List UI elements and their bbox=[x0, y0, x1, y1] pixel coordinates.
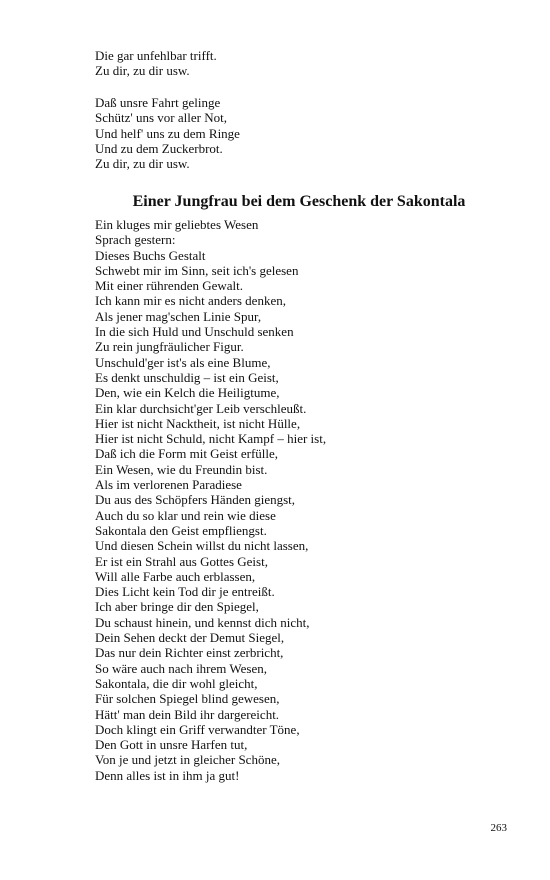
verse-line: Und helf' uns zu dem Ringe bbox=[95, 125, 240, 141]
verse-line: Du schaust hinein, und kennst dich nicht, bbox=[95, 614, 310, 630]
verse-line: Als jener mag'schen Linie Spur, bbox=[95, 308, 262, 324]
verse-line: Zu dir, zu dir usw. bbox=[95, 63, 190, 79]
verse-line: Sakontala, die dir wohl gleicht, bbox=[95, 675, 258, 691]
verse-line: Schwebt mir im Sinn, seit ich's gelesen bbox=[95, 262, 299, 278]
verse-line: Den Gott in unsre Harfen tut, bbox=[95, 737, 248, 753]
verse-line: Ein kluges mir geliebtes Wesen bbox=[95, 217, 259, 232]
verse-line: Ich kann mir es nicht anders denken, bbox=[95, 293, 286, 309]
verse-line: In die sich Huld und Unschuld senken bbox=[95, 324, 294, 340]
verse-line: Daß ich die Form mit Geist erfülle, bbox=[95, 446, 279, 462]
verse-line: Und diesen Schein willst du nicht lassen, bbox=[95, 538, 309, 554]
poem-body bbox=[95, 217, 515, 783]
verse-line: Unschuld'ger ist's als eine Blume, bbox=[95, 354, 271, 370]
verse-line: Schütz' uns vor aller Not, bbox=[95, 110, 227, 126]
verse-line: Dein Sehen deckt der Demut Siegel, bbox=[95, 630, 285, 646]
verse-line: Und zu dem Zuckerbrot. bbox=[95, 140, 223, 156]
previous-poem-stanza-2 bbox=[95, 95, 515, 171]
verse-line: Hätt' man dein Bild ihr dargereicht. bbox=[95, 706, 280, 722]
verse-line: Dies Licht kein Tod dir je entreißt. bbox=[95, 584, 275, 600]
verse-line: Von je und jetzt in gleicher Schöne, bbox=[95, 752, 280, 768]
verse-line: So wäre auch nach ihrem Wesen, bbox=[95, 660, 267, 676]
verse-line: Es denkt unschuldig – ist ein Geist, bbox=[95, 369, 279, 385]
page-number: 263 bbox=[490, 822, 507, 834]
poem-title: Einer Jungfrau bei dem Geschenk der Sakontala bbox=[132, 193, 466, 210]
verse-line: Ich aber bringe dir den Spiegel, bbox=[95, 599, 259, 615]
verse-line: Für solchen Spiegel blind gewesen, bbox=[95, 691, 280, 707]
verse-line: Den, wie ein Kelch die Heiligtume, bbox=[95, 385, 280, 401]
verse-line: Auch du so klar und rein wie diese bbox=[95, 507, 276, 523]
verse-line: Als im verlorenen Paradiese bbox=[95, 477, 242, 493]
verse-line: Hier ist nicht Nacktheit, ist nicht Hülle, bbox=[95, 415, 301, 431]
verse-line: Zu rein jungfräulicher Figur. bbox=[95, 339, 244, 355]
verse-line: Sprach gestern: bbox=[95, 232, 176, 248]
verse-line: Doch klingt ein Griff verwandter Töne, bbox=[95, 721, 300, 737]
verse-line: Die gar unfehlbar trifft. bbox=[95, 48, 217, 63]
verse-line: Mit einer rührenden Gewalt. bbox=[95, 278, 244, 294]
verse-line: Ein klar durchsicht'ger Leib verschleußt. bbox=[95, 400, 307, 416]
verse-line: Daß unsre Fahrt gelinge bbox=[95, 95, 221, 110]
verse-line: Ein Wesen, wie du Freundin bist. bbox=[95, 461, 268, 477]
verse-line: Hier ist nicht Schuld, nicht Kampf – hier ist, bbox=[95, 431, 327, 447]
verse-line: Will alle Farbe auch erblassen, bbox=[95, 568, 256, 584]
verse-line: Dieses Buchs Gestalt bbox=[95, 247, 206, 263]
verse-line: Das nur dein Richter einst zerbricht, bbox=[95, 645, 284, 661]
verse-line: Er ist ein Strahl aus Gottes Geist, bbox=[95, 553, 268, 569]
previous-poem-stanza-1 bbox=[95, 48, 515, 79]
verse-line: Sakontala den Geist empfliengst. bbox=[95, 522, 267, 538]
verse-line: Zu dir, zu dir usw. bbox=[95, 156, 190, 172]
verse-line: Denn alles ist in ihm ja gut! bbox=[95, 767, 240, 783]
verse-line: Du aus des Schöpfers Händen giengst, bbox=[95, 492, 296, 508]
